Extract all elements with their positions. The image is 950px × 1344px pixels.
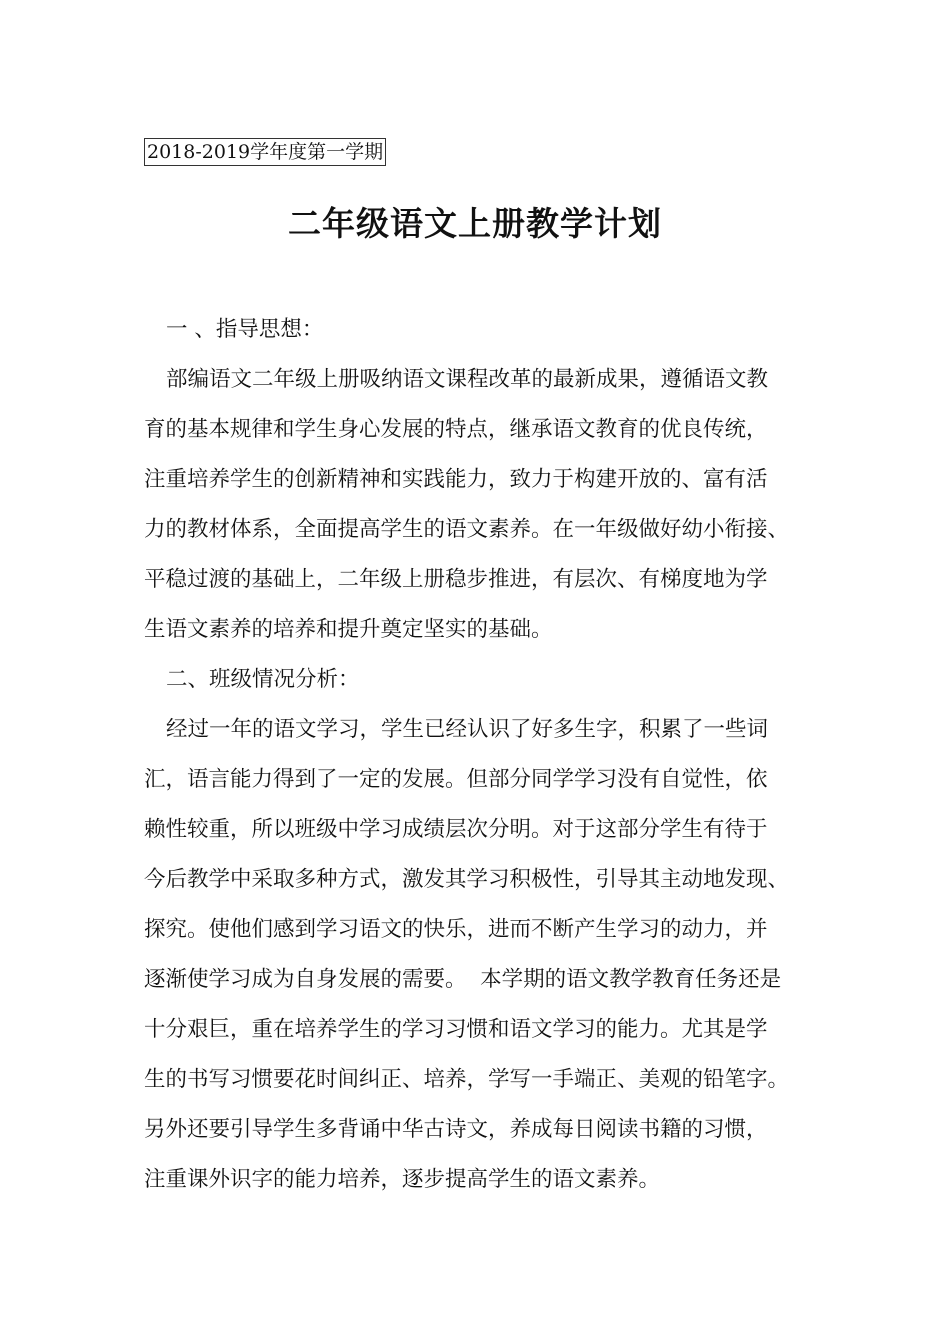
text-line: 注重课外识字的能力培养，逐步提高学生的语文素养。 xyxy=(144,1167,661,1192)
text-line: 力的教材体系，全面提高学生的语文素养。在一年级做好幼小衔接、 xyxy=(144,517,790,542)
text-line: 赖性较重，所以班级中学习成绩层次分明。对于这部分学生有待于 xyxy=(144,817,768,842)
school-term-label: 2018-2019学年度第一学期 xyxy=(144,138,386,166)
document-body xyxy=(144,305,824,1205)
text-line: 注重培养学生的创新精神和实践能力，致力于构建开放的、富有活 xyxy=(144,467,768,492)
text-line: 生语文素养的培养和提升奠定坚实的基础。 xyxy=(144,617,553,642)
text-line: 探究。使他们感到学习语文的快乐，进而不断产生学习的动力，并 xyxy=(144,917,768,942)
section-heading-guiding-ideology: 一 、指导思想： xyxy=(166,317,324,342)
text-line: 生的书写习惯要花时间纠正、培养，学写一手端正、美观的铅笔字。 xyxy=(144,1067,790,1092)
text-line: 汇，语言能力得到了一定的发展。但部分同学学习没有自觉性，依 xyxy=(144,767,768,792)
text-line: 逐渐使学习成为自身发展的需要。 本学期的语文教学教育任务还是 xyxy=(144,967,782,992)
paragraph-class-analysis xyxy=(144,705,824,1205)
text-line: 部编语文二年级上册吸纳语文课程改革的最新成果，遵循语文教 xyxy=(166,367,769,392)
section-heading-class-analysis: 二、班级情况分析： xyxy=(166,667,360,692)
paragraph-guiding-ideology xyxy=(144,355,824,655)
text-line: 另外还要引导学生多背诵中华古诗文，养成每日阅读书籍的习惯， xyxy=(144,1117,768,1142)
text-line: 平稳过渡的基础上，二年级上册稳步推进，有层次、有梯度地为学 xyxy=(144,567,768,592)
document-title: 二年级语文上册教学计划 xyxy=(288,204,662,243)
text-line: 十分艰巨，重在培养学生的学习习惯和语文学习的能力。尤其是学 xyxy=(144,1017,768,1042)
text-line: 今后教学中采取多种方式，激发其学习积极性，引导其主动地发现、 xyxy=(144,867,790,892)
text-line: 经过一年的语文学习，学生已经认识了好多生字，积累了一些词 xyxy=(166,717,769,742)
text-line: 育的基本规律和学生身心发展的特点，继承语文教育的优良传统， xyxy=(144,417,768,442)
